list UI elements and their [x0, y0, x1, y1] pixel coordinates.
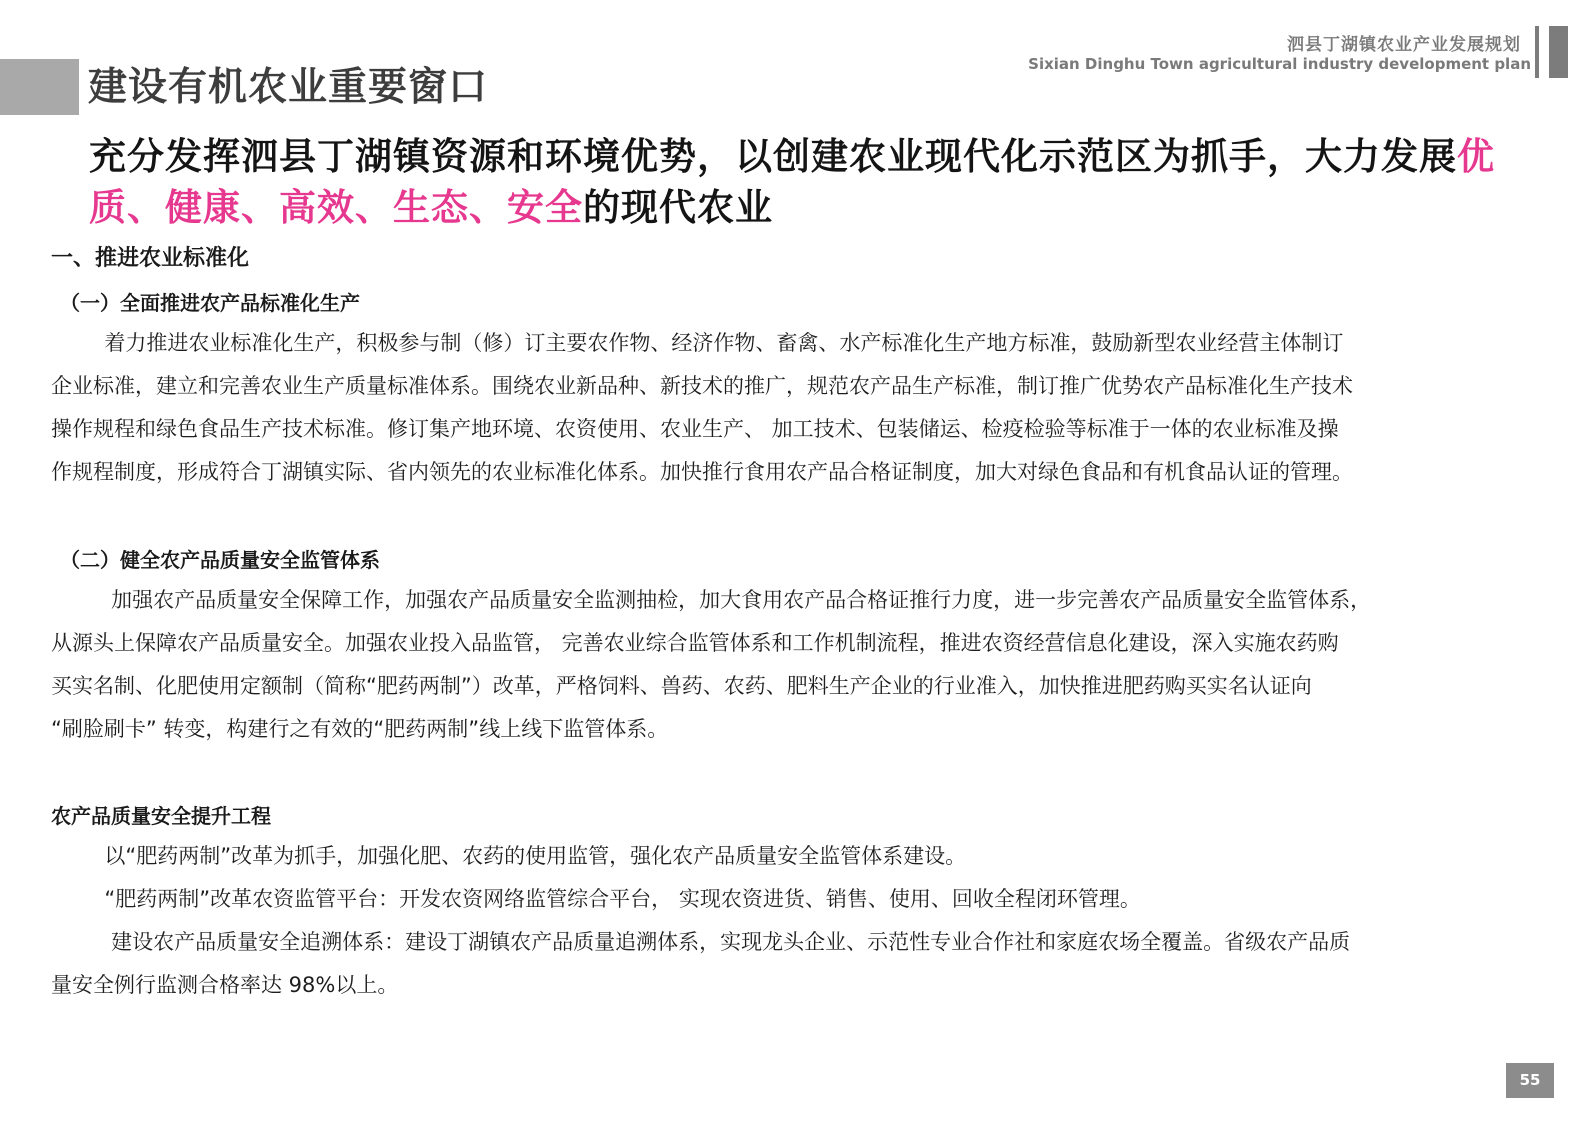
header-accent-bar	[1549, 26, 1568, 78]
paragraph-line: 以“肥药两制”改革为抓手，加强化肥、农药的使用监管，强化农产品质量安全监管体系建设。	[51, 844, 967, 868]
headline-part1: 充分发挥泗县丁湖镇资源和环境优势，以创建农业现代化示范区为抓手，大力发展	[89, 135, 1457, 178]
project-heading: 农产品质量安全提升工程	[51, 804, 271, 828]
subsection-heading-supervision: （二）健全农产品质量安全监管体系	[60, 548, 380, 572]
paragraph-line: 企业标准，建立和完善农业生产质量标准体系。围绕农业新品种、新技术的推广，规范农产品生产标准，制订推广优势农产品标准化生产技术	[51, 374, 1353, 398]
paragraph-line: 加强农产品质量安全保障工作，加强农产品质量安全监测抽检，加大食用农产品合格证推行力度，进一步完善农产品质量安全监管体系，	[51, 588, 1372, 612]
header-accent-bar-thin	[1535, 26, 1539, 78]
paragraph-standardization	[51, 322, 1531, 494]
page-title: 建设有机农业重要窗口	[88, 65, 489, 110]
document-title-cn: 泗县丁湖镇农业产业发展规划	[1287, 35, 1521, 55]
headline-part2: 的现代农业	[583, 186, 773, 229]
page-number: 55	[1506, 1063, 1554, 1098]
headline	[89, 131, 1529, 233]
paragraph-line: “刷脸刷卡” 转变，构建行之有效的“肥药两制”线上线下监管体系。	[51, 717, 669, 741]
paragraph-line: 建设农产品质量安全追溯体系：建设丁湖镇农产品质量追溯体系，实现龙头企业、示范性专业合作社和家庭农场全覆盖。省级农产品质	[51, 930, 1351, 954]
paragraph-line: 操作规程和绿色食品生产技术标准。修订集产地环境、农资使用、农业生产、 加工技术、包装储运、检疫检验等标准于一体的农业标准及操	[51, 417, 1339, 441]
subsection-heading-standardization: （一）全面推进农产品标准化生产	[60, 291, 360, 315]
paragraph-line: 量安全例行监测合格率达 98%以上。	[51, 973, 399, 997]
paragraph-project	[51, 835, 1531, 1007]
paragraph-line: “肥药两制”改革农资监管平台：开发农资网络监管综合平台， 实现农资进货、销售、使用、回收全程闭环管理。	[51, 887, 1141, 911]
paragraph-supervision	[51, 579, 1531, 751]
section-heading: 一、推进农业标准化	[51, 246, 250, 271]
paragraph-line: 买实名制、化肥使用定额制（简称“肥药两制”）改革，严格饲料、兽药、农药、肥料生产企业的行业准入，加快推进肥药购买实名认证向	[51, 674, 1312, 698]
document-title-en: Sixian Dinghu Town agricultural industry development plan	[1028, 55, 1531, 73]
paragraph-line: 作规程制度，形成符合丁湖镇实际、省内领先的农业标准化体系。加快推行食用农产品合格证制度，加大对绿色食品和有机食品认证的管理。	[51, 460, 1353, 484]
headline-highlight: 优质、健康、高效、生态、安全	[89, 135, 1495, 229]
paragraph-line: 着力推进农业标准化生产，积极参与制（修）订主要农作物、经济作物、畜禽、水产标准化生产地方标准，鼓励新型农业经营主体制订	[51, 331, 1344, 355]
paragraph-line: 从源头上保障农产品质量安全。加强农业投入品监管， 完善农业综合监管体系和工作机制流程，推进农资经营信息化建设，深入实施农药购	[51, 631, 1339, 655]
title-accent-block	[0, 59, 79, 115]
